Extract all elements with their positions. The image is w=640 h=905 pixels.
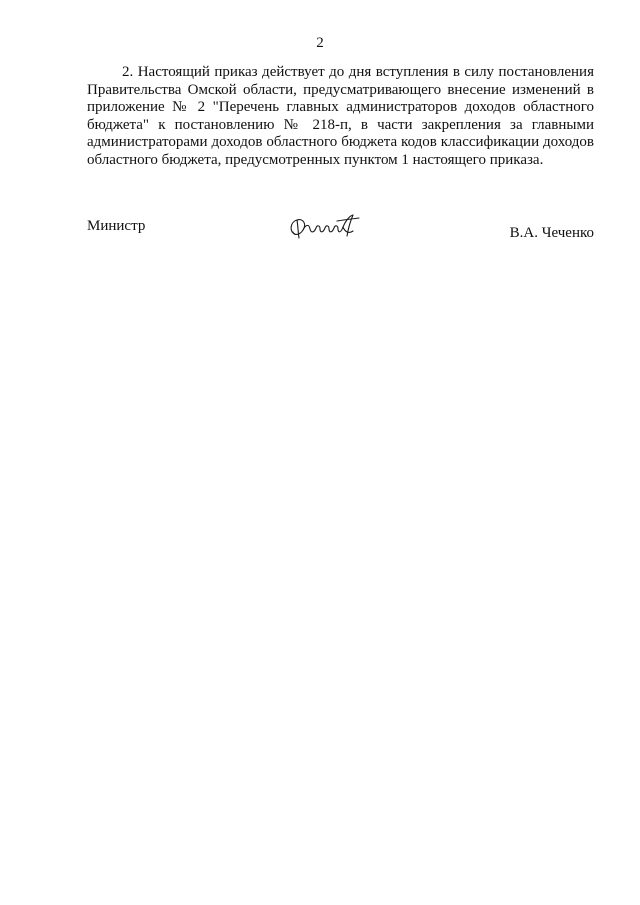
position-title: Министр (87, 218, 146, 234)
page-number: 2 (316, 35, 324, 51)
signature-block (87, 212, 594, 252)
order-paragraph: 2. Настоящий приказ действует до дня вступления в силу постановления Правительства Омской области, предусматривающего внесение изменений в приложение № 2 "Перечень главных администраторов доходов областного бюджета" к постановлению № 218-п, в части закрепления за главными администраторами доходов областного бюджета кодов классификации доходов областного бюджета, предусмотренных пунктом 1 настоящего приказа. (87, 64, 594, 168)
handwritten-signature-icon (287, 212, 367, 244)
signer-name: В.А. Чеченко (509, 225, 594, 241)
